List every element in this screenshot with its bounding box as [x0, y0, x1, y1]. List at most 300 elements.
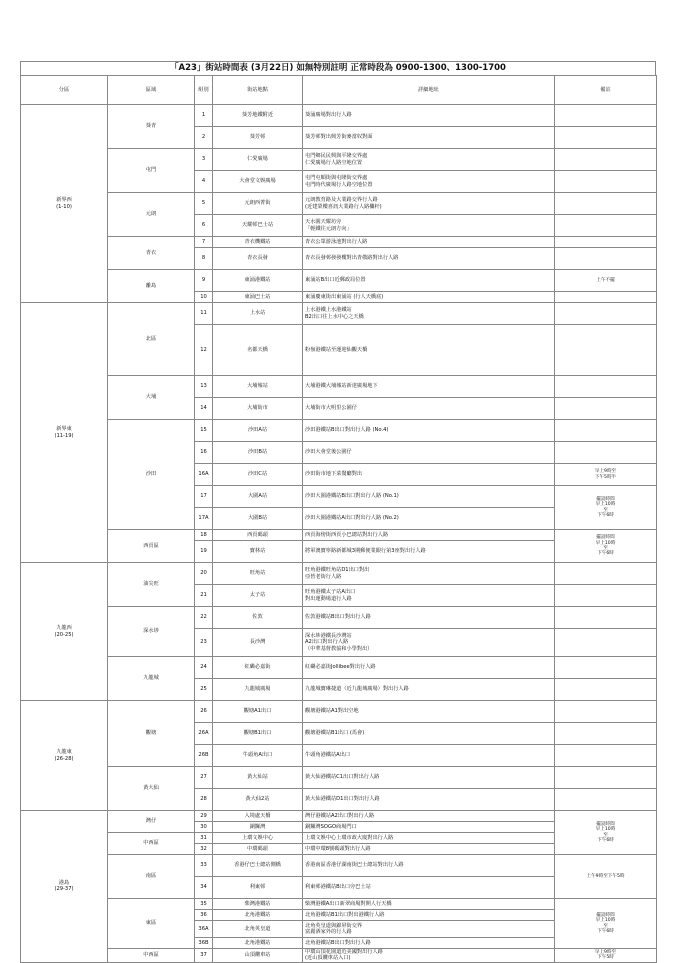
- text-line: 至: [603, 546, 608, 551]
- location-cell: 大埔街市: [213, 398, 303, 420]
- group-id-cell: 29: [195, 811, 213, 822]
- location-cell: 東涌巴士站: [213, 292, 303, 303]
- location-cell: 上水站: [213, 303, 303, 325]
- table-row: [21, 607, 657, 629]
- header-group: 組別: [195, 76, 213, 105]
- table-row: [21, 657, 657, 679]
- remark-cell: [555, 215, 657, 237]
- remark-cell: [555, 171, 657, 193]
- text-line: 早上10時: [595, 502, 616, 508]
- location-cell: 長沙灣: [213, 629, 303, 657]
- address-cell: [303, 877, 555, 899]
- header-region: 區域: [108, 76, 195, 105]
- address-cell: [303, 398, 555, 420]
- location-cell: 大圍A站: [213, 486, 303, 508]
- text-line: 擺設時間: [596, 912, 615, 918]
- text-line: 灣仔港鐵站A2出口對出行人路: [305, 812, 375, 819]
- remark-cell: [555, 420, 657, 442]
- text-line: 新界東: [56, 426, 72, 433]
- address-cell: [303, 822, 555, 833]
- header-address: 詳細地址: [303, 76, 555, 105]
- address-cell: [303, 745, 555, 767]
- text-line: 銅鑼灣SOGO商場門口: [305, 823, 357, 830]
- location-cell: 大會堂文娛廣場: [213, 171, 303, 193]
- remark-cell: [555, 855, 657, 899]
- address-cell: [303, 376, 555, 398]
- text-line: 早上10時: [595, 540, 616, 546]
- location-cell: 東涌港鐵站: [213, 270, 303, 292]
- group-id-cell: 16: [195, 442, 213, 464]
- address-cell: [303, 464, 555, 486]
- text-line: 早上10時: [595, 918, 616, 924]
- text-line: 觀塘港鐵站A1對出空地: [305, 708, 359, 715]
- region-cell: 深水埗: [108, 607, 195, 657]
- text-line: 沙田大會堂後公園仔: [305, 449, 352, 456]
- table-row: [21, 949, 657, 963]
- text-line: (近山頂纜車站入口): [305, 955, 351, 962]
- text-line: 屯門屯順街與屯隆街交界處: [305, 175, 368, 182]
- location-cell: 北角港鐵站: [213, 910, 303, 921]
- region-cell: 屯門: [108, 149, 195, 193]
- text-line: 沙田大圍港鐵站B出口對出行人路 (No.1): [305, 493, 399, 500]
- address-cell: [303, 105, 555, 127]
- remark-cell: [555, 701, 657, 723]
- text-line: 北角港鐵站B1出口對出港鐵行人路: [305, 911, 385, 918]
- location-cell: 上環文娛中心: [213, 833, 303, 844]
- group-id-cell: 36B: [195, 938, 213, 949]
- address-cell: [303, 563, 555, 585]
- group-id-cell: 26B: [195, 745, 213, 767]
- district-cell: [21, 563, 108, 701]
- location-cell: 黃大仙2站: [213, 789, 303, 811]
- group-id-cell: 37: [195, 949, 213, 963]
- address-cell: [303, 508, 555, 530]
- text-line: 上水港鐵上水港鐵站: [305, 307, 352, 314]
- address-cell: [303, 237, 555, 248]
- table-row: [21, 855, 657, 877]
- address-cell: [303, 303, 555, 325]
- text-line: 觀塘港鐵站B1出口 (馬會): [305, 730, 365, 737]
- location-cell: 青衣機鐵站: [213, 237, 303, 248]
- address-cell: [303, 949, 555, 963]
- address-cell: [303, 420, 555, 442]
- text-line: 粉嶺港鐵站至運迎仙觀天橋: [305, 346, 368, 353]
- region-cell: 離島: [108, 270, 195, 303]
- text-line: 九龍東: [56, 749, 72, 756]
- table-body: [21, 105, 657, 963]
- text-line: 紅磡必嘉街Jollibee對出行人路: [305, 664, 376, 671]
- text-line: （中華基督教協和小學對出）: [305, 645, 373, 652]
- region-cell: 青衣: [108, 237, 195, 270]
- text-line: 元朗教育路及大業路交界行人路: [305, 197, 378, 204]
- address-cell: [303, 657, 555, 679]
- text-line: 將軍澳寶寧路新都城3期郵便業銀行第3座對出行人路: [305, 548, 426, 555]
- timetable-sheet: [20, 61, 656, 963]
- remark-cell: [555, 629, 657, 657]
- group-id-cell: 14: [195, 398, 213, 420]
- text-line: 東涌站B出口近郵政局位置: [305, 277, 366, 284]
- location-cell: 旺角站: [213, 563, 303, 585]
- remark-cell: [555, 723, 657, 745]
- remark-cell: [555, 248, 657, 270]
- header-district: 分區: [21, 76, 108, 105]
- text-line: 大埔街市大明里公園仔: [305, 405, 357, 412]
- group-id-cell: 1: [195, 105, 213, 127]
- remark-cell: [555, 585, 657, 607]
- group-id-cell: 31: [195, 833, 213, 844]
- group-id-cell: 32: [195, 844, 213, 855]
- text-line: 至: [603, 832, 608, 838]
- text-line: 九龍西: [56, 625, 72, 632]
- group-id-cell: 21: [195, 585, 213, 607]
- text-line: 亞皆老街行人路: [305, 573, 342, 580]
- table-row: [21, 701, 657, 723]
- address-cell: [303, 701, 555, 723]
- group-id-cell: 28: [195, 789, 213, 811]
- remark-cell: [555, 657, 657, 679]
- location-cell: 佐敦: [213, 607, 303, 629]
- text-line: 下午5時半: [594, 474, 617, 480]
- remark-cell: [555, 398, 657, 420]
- table-title: 「A23」街站時間表 (3月22日) 如無特別註明 正常時段為 0900-1300、1300-1700: [20, 61, 656, 75]
- table-row: [21, 767, 657, 789]
- group-id-cell: 13: [195, 376, 213, 398]
- text-line: 早上10時: [595, 827, 616, 833]
- text-line: 黃大仙港鐵站D1出口對出行人路: [305, 796, 380, 803]
- text-line: 新界西: [56, 197, 72, 204]
- region-cell: 中西區: [108, 949, 195, 963]
- text-line: 中環山頂花園道近美國對出行人路: [305, 949, 383, 955]
- text-line: (近建榮樓喜訊大業路行人路欄杆): [305, 203, 382, 210]
- location-cell: 入境處天橋: [213, 811, 303, 822]
- address-cell: [303, 292, 555, 303]
- location-cell: 觀塘A1出口: [213, 701, 303, 723]
- text-line: 利東邨港鐵站B出口旁巴士站: [305, 884, 371, 891]
- region-cell: 南區: [108, 855, 195, 899]
- address-cell: [303, 767, 555, 789]
- group-id-cell: 9: [195, 270, 213, 292]
- text-line: (29-37): [54, 886, 74, 893]
- remark-cell: [555, 767, 657, 789]
- district-cell: [21, 303, 108, 563]
- text-line: 下午6時: [597, 551, 614, 557]
- table-row: [21, 899, 657, 910]
- group-id-cell: 3: [195, 149, 213, 171]
- region-cell: 東區: [108, 899, 195, 949]
- address-cell: [303, 149, 555, 171]
- text-line: (11-19): [54, 432, 74, 439]
- remark-cell: [555, 325, 657, 376]
- table-row: [21, 303, 657, 325]
- table-row: [21, 376, 657, 398]
- text-line: 香港南區香港仔湖南街巴士總站對出行人路: [305, 862, 404, 869]
- remark-cell: [555, 105, 657, 127]
- text-line: 青衣長發邨發發樓對出青敬路對出行人路: [305, 255, 399, 262]
- table-row: [21, 811, 657, 822]
- text-line: 早上9時至: [594, 949, 617, 955]
- location-cell: 葵芳地鐵附近: [213, 105, 303, 127]
- text-line: 天水圍天耀坊旁: [305, 219, 342, 226]
- remark-cell: [555, 811, 657, 855]
- remark-cell: [555, 899, 657, 949]
- remark-cell: [555, 127, 657, 149]
- text-line: 大埔港鐵大埔墟站新達廣場地下: [305, 383, 378, 390]
- text-line: 東涌慶東街出東涌站 (行人天橋底): [305, 293, 384, 300]
- text-line: 北角英皇道與錦屏街交界: [305, 922, 363, 929]
- group-id-cell: 8: [195, 248, 213, 270]
- group-id-cell: 15: [195, 420, 213, 442]
- text-line: 九龍城寶琳捷道（近九龍城廣場）對出行人路: [305, 686, 409, 693]
- location-cell: 西貢碼頭: [213, 530, 303, 541]
- text-line: 青衣公眾游泳池對出行人路: [305, 238, 368, 245]
- group-id-cell: 5: [195, 193, 213, 215]
- group-id-cell: 26: [195, 701, 213, 723]
- table-row: [21, 105, 657, 127]
- table-row: [21, 420, 657, 442]
- group-id-cell: 20: [195, 563, 213, 585]
- group-id-cell: 30: [195, 822, 213, 833]
- text-line: 沙田港鐵站B出口對出行人路 (No.4): [305, 427, 389, 434]
- table-row: [21, 563, 657, 585]
- text-line: 葵芳邨對出興芳街麥當奴對面: [305, 134, 373, 141]
- region-cell: 沙田: [108, 420, 195, 530]
- address-cell: [303, 607, 555, 629]
- header-row: [21, 76, 657, 105]
- table-row: [21, 270, 657, 292]
- group-id-cell: 4: [195, 171, 213, 193]
- text-line: (20-25): [54, 631, 74, 638]
- region-cell: 西貢區: [108, 530, 195, 563]
- district-cell: [21, 701, 108, 811]
- text-line: 擺設時間: [596, 535, 615, 541]
- location-cell: 觀塘B1出口: [213, 723, 303, 745]
- location-cell: 天耀邨巴士站: [213, 215, 303, 237]
- address-cell: [303, 171, 555, 193]
- address-cell: [303, 789, 555, 811]
- table-row: [21, 237, 657, 248]
- text-line: 沙田大圍港鐵站A出口對出行人路 (No.2): [305, 515, 399, 522]
- location-cell: 太子站: [213, 585, 303, 607]
- location-cell: 元朗西菁街: [213, 193, 303, 215]
- text-line: 西貢海傍街西貢小巴總站對出行人路: [305, 531, 389, 538]
- text-line: A2出口對出行人路: [305, 639, 349, 646]
- remark-cell: [555, 292, 657, 303]
- region-cell: 油尖旺: [108, 563, 195, 607]
- text-line: 旺角港鐵太子站A出口: [305, 589, 356, 596]
- region-cell: 葵青: [108, 105, 195, 149]
- group-id-cell: 12: [195, 325, 213, 376]
- text-line: 下午6時: [597, 837, 614, 843]
- address-cell: [303, 811, 555, 822]
- location-cell: 仁愛廣場: [213, 149, 303, 171]
- group-id-cell: 10: [195, 292, 213, 303]
- text-line: 早上9時至: [594, 469, 617, 475]
- text-line: 中環中環8號碼頭對出行人路: [305, 845, 371, 852]
- group-id-cell: 11: [195, 303, 213, 325]
- text-line: 上午9時至下午5時: [586, 873, 625, 879]
- group-id-cell: 22: [195, 607, 213, 629]
- header-location: 街站地點: [213, 76, 303, 105]
- location-cell: 大埔墟站: [213, 376, 303, 398]
- address-cell: [303, 723, 555, 745]
- location-cell: 北角英皇道: [213, 921, 303, 938]
- remark-cell: [555, 563, 657, 585]
- group-id-cell: 7: [195, 237, 213, 248]
- text-line: 深水埗港鐵長沙灣站: [305, 633, 352, 640]
- region-cell: 北區: [108, 303, 195, 376]
- group-id-cell: 19: [195, 541, 213, 563]
- address-cell: [303, 938, 555, 949]
- address-cell: [303, 530, 555, 541]
- header-remark: 備註: [555, 76, 657, 105]
- address-cell: [303, 855, 555, 877]
- address-cell: [303, 442, 555, 464]
- address-cell: [303, 270, 555, 292]
- text-line: 旺角港鐵旺角站D1出口對出: [305, 567, 370, 574]
- address-cell: [303, 215, 555, 237]
- location-cell: 香港仔巴士總站側橋: [213, 855, 303, 877]
- address-cell: [303, 541, 555, 563]
- address-cell: [303, 248, 555, 270]
- region-cell: 九龍城: [108, 657, 195, 701]
- text-line: 牛頭角港鐵站A出口: [305, 752, 351, 759]
- remark-cell: [555, 464, 657, 486]
- text-line: 北角港鐵站B出口對出行人路: [305, 939, 371, 946]
- location-cell: 沙田B站: [213, 442, 303, 464]
- table-row: [21, 149, 657, 171]
- location-cell: 大圍B站: [213, 508, 303, 530]
- text-line: (26-28): [54, 755, 74, 762]
- location-cell: 葵芳邨: [213, 127, 303, 149]
- group-id-cell: 34: [195, 877, 213, 899]
- location-cell: 山頂纜車站: [213, 949, 303, 963]
- remark-cell: [555, 486, 657, 530]
- address-cell: [303, 910, 555, 921]
- text-line: 屯門時代廣場行人路空地位置: [305, 181, 373, 188]
- address-cell: [303, 127, 555, 149]
- text-line: 下午6時: [597, 512, 614, 518]
- location-cell: 青衣長發: [213, 248, 303, 270]
- text-line: 下午6時: [597, 928, 614, 934]
- district-cell: [21, 811, 108, 963]
- location-cell: 沙田C站: [213, 464, 303, 486]
- location-cell: 利東邨: [213, 877, 303, 899]
- text-line: B2出口往上水中心之天橋: [305, 313, 364, 320]
- text-line: 上環文娛中心上環市政大廈對出行人路: [305, 834, 394, 841]
- remark-cell: [555, 193, 657, 215]
- group-id-cell: 16A: [195, 464, 213, 486]
- text-line: 柴灣港鐵A出口新翠商場對開人行天橋: [305, 900, 392, 907]
- remark-cell: [555, 607, 657, 629]
- text-line: 沙田街市地下菜餐廳對出: [305, 471, 363, 478]
- text-line: 黃大仙港鐵站C1出口對出行人路: [305, 774, 380, 781]
- location-cell: 牛頭角A出口: [213, 745, 303, 767]
- address-cell: [303, 921, 555, 938]
- text-line: 佐敦港鐵站B出口對出行人路: [305, 614, 371, 621]
- text-line: 富麗酒家外的行人路: [305, 929, 352, 935]
- region-cell: 大埔: [108, 376, 195, 420]
- location-cell: 紅磡必嘉街: [213, 657, 303, 679]
- timetable: [20, 75, 657, 963]
- region-cell: 觀塘: [108, 701, 195, 767]
- address-cell: [303, 844, 555, 855]
- location-cell: 沙田A站: [213, 420, 303, 442]
- group-id-cell: 23: [195, 629, 213, 657]
- group-id-cell: 27: [195, 767, 213, 789]
- text-line: 上午不擺: [596, 277, 615, 283]
- remark-cell: [555, 270, 657, 292]
- address-cell: [303, 679, 555, 701]
- text-line: 至: [603, 923, 608, 929]
- text-line: (1-10): [56, 203, 72, 210]
- group-id-cell: 36A: [195, 921, 213, 938]
- table-row: [21, 530, 657, 541]
- text-line: 港島: [58, 880, 70, 886]
- address-cell: [303, 193, 555, 215]
- group-id-cell: 35: [195, 899, 213, 910]
- group-id-cell: 25: [195, 679, 213, 701]
- remark-cell: [555, 789, 657, 811]
- group-id-cell: 2: [195, 127, 213, 149]
- location-cell: 寶林站: [213, 541, 303, 563]
- group-id-cell: 36: [195, 910, 213, 921]
- address-cell: [303, 585, 555, 607]
- location-cell: 黃大仙站: [213, 767, 303, 789]
- address-cell: [303, 833, 555, 844]
- region-cell: 元朗: [108, 193, 195, 237]
- address-cell: [303, 325, 555, 376]
- region-cell: 黃大仙: [108, 767, 195, 811]
- location-cell: 銅鑼灣: [213, 822, 303, 833]
- remark-cell: [555, 149, 657, 171]
- remark-cell: [555, 530, 657, 563]
- remark-cell: [555, 303, 657, 325]
- text-line: 葵涌廣場對出行人路: [305, 112, 352, 119]
- group-id-cell: 26A: [195, 723, 213, 745]
- text-line: 下午5時: [597, 955, 614, 961]
- remark-cell: [555, 745, 657, 767]
- group-id-cell: 6: [195, 215, 213, 237]
- address-cell: [303, 486, 555, 508]
- remark-cell: [555, 376, 657, 398]
- group-id-cell: 18: [195, 530, 213, 541]
- district-cell: [21, 105, 108, 303]
- location-cell: 名都天橋: [213, 325, 303, 376]
- region-cell: 灣仔: [108, 811, 195, 833]
- text-line: 擺設時間: [596, 496, 615, 502]
- text-line: 擺設時間: [596, 821, 615, 827]
- remark-cell: [555, 949, 657, 963]
- address-cell: [303, 629, 555, 657]
- location-cell: 柴灣港鐵站: [213, 899, 303, 910]
- remark-cell: [555, 237, 657, 248]
- group-id-cell: 24: [195, 657, 213, 679]
- remark-cell: [555, 442, 657, 464]
- text-line: 仁愛廣場行人路空地位置: [305, 159, 363, 166]
- group-id-cell: 17A: [195, 508, 213, 530]
- region-cell: 中西區: [108, 833, 195, 855]
- table-row: [21, 193, 657, 215]
- remark-cell: [555, 679, 657, 701]
- address-cell: [303, 899, 555, 910]
- text-line: 「輕鐵往元朗方向」: [305, 225, 352, 232]
- location-cell: 九龍城廣場: [213, 679, 303, 701]
- group-id-cell: 17: [195, 486, 213, 508]
- location-cell: 北角港鐵站: [213, 938, 303, 949]
- location-cell: 中環碼頭: [213, 844, 303, 855]
- text-line: 對出運動場道行人路: [305, 595, 352, 602]
- text-line: 屯門鄉民民興與平隆交界處: [305, 153, 368, 160]
